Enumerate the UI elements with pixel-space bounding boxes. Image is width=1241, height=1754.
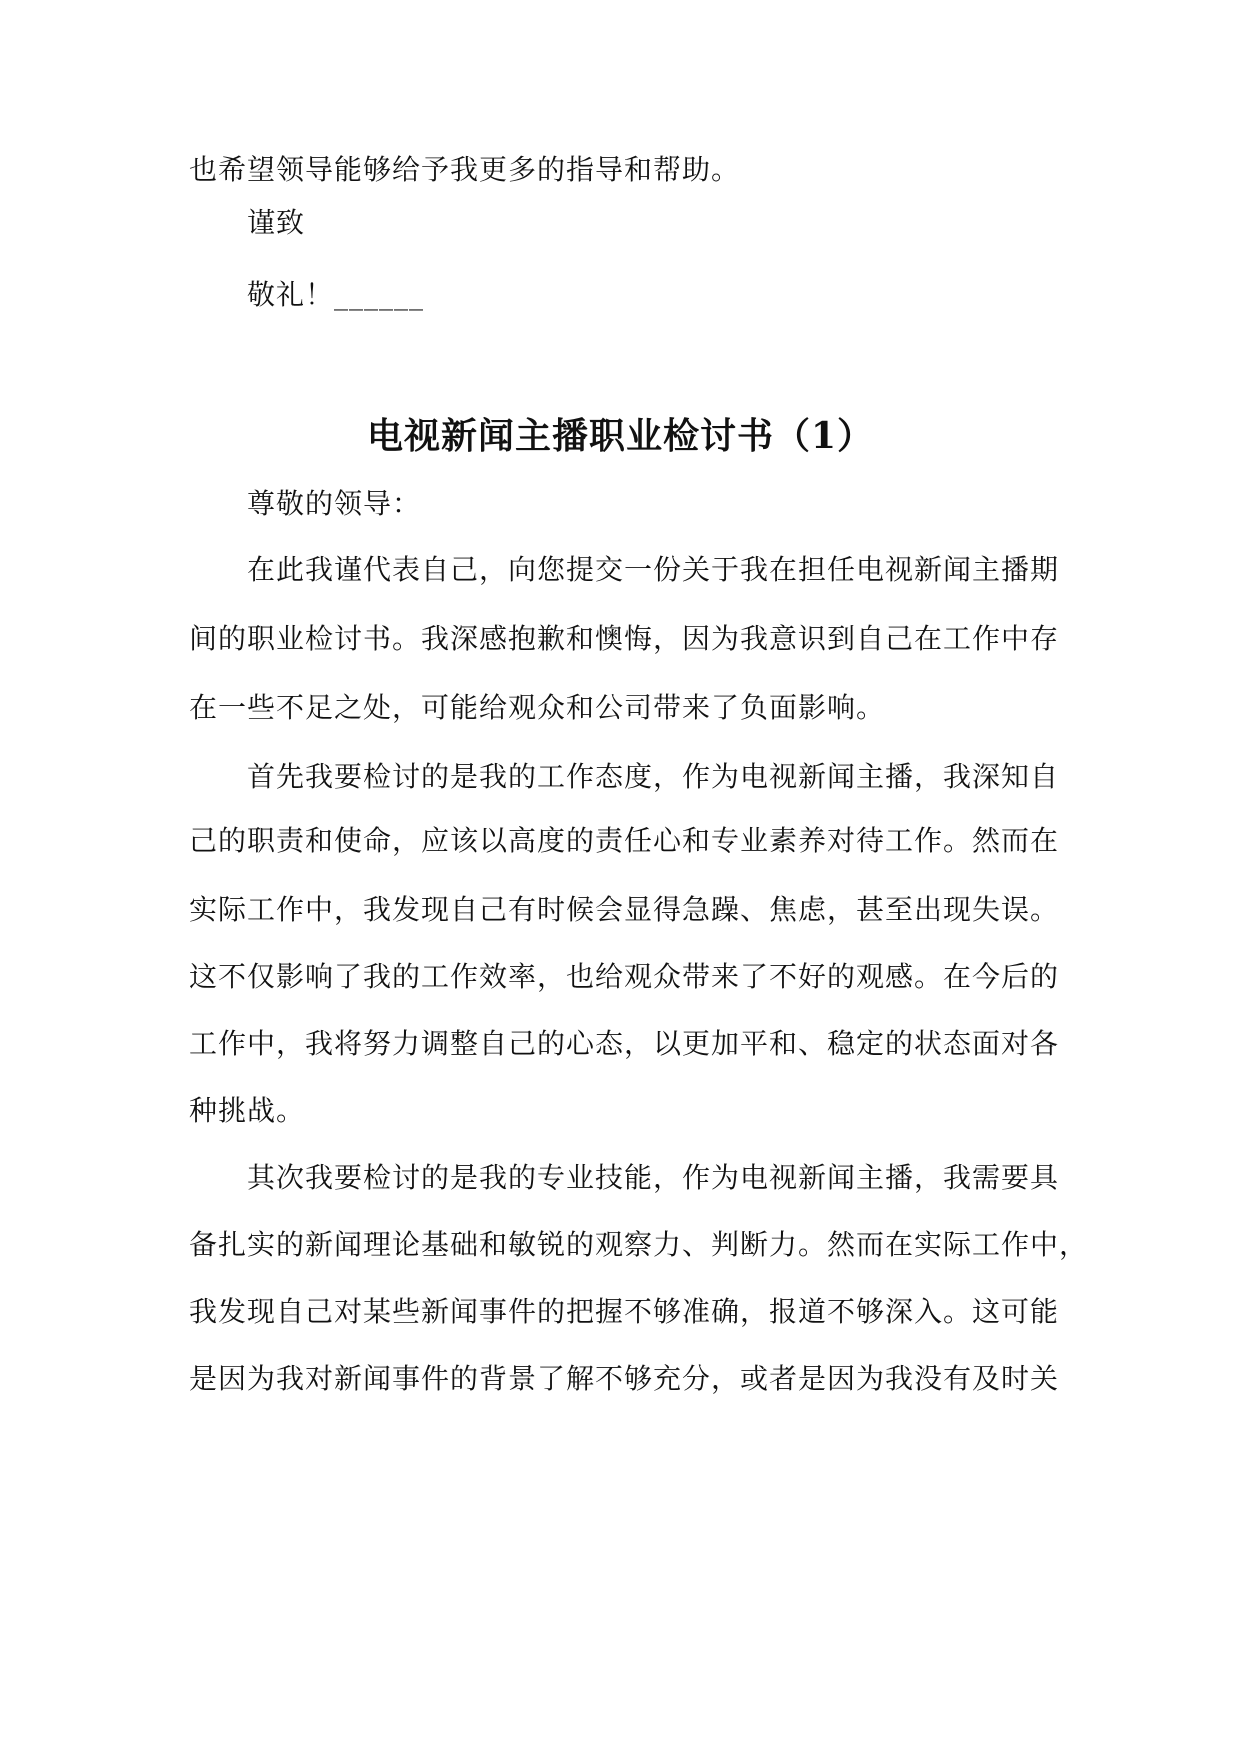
paragraph-line: 工作中，我将努力调整自己的心态，以更加平和、稳定的状态面对各 bbox=[189, 1027, 1060, 1060]
paragraph-line: 这不仅影响了我的工作效率，也给观众带来了不好的观感。在今后的 bbox=[189, 960, 1060, 993]
paragraph-line: 我发现自己对某些新闻事件的把握不够准确，报道不够深入。这可能 bbox=[189, 1295, 1060, 1328]
paragraph-line: 己的职责和使命，应该以高度的责任心和专业素养对待工作。然而在 bbox=[189, 824, 1060, 857]
page-title: 电视新闻主播职业检讨书（1） bbox=[366, 415, 875, 457]
salutation: 尊敬的领导： bbox=[247, 487, 422, 520]
paragraph-line: 其次我要检讨的是我的专业技能，作为电视新闻主播，我需要具 bbox=[247, 1161, 1060, 1194]
paragraph-line: 间的职业检讨书。我深感抱歉和懊悔，因为我意识到自己在工作中存 bbox=[189, 622, 1060, 655]
closing-line: 谨致 bbox=[247, 206, 306, 239]
paragraph-line: 在此我谨代表自己，向您提交一份关于我在担任电视新闻主播期 bbox=[247, 553, 1060, 586]
paragraph-line: 备扎实的新闻理论基础和敏锐的观察力、判断力。然而在实际工作中， bbox=[189, 1228, 1089, 1261]
closing-signoff: 敬礼！______ bbox=[247, 278, 425, 311]
intro-line: 也希望领导能够给予我更多的指导和帮助。 bbox=[189, 153, 741, 186]
paragraph-line: 是因为我对新闻事件的背景了解不够充分，或者是因为我没有及时关 bbox=[189, 1362, 1060, 1395]
paragraph-line: 在一些不足之处，可能给观众和公司带来了负面影响。 bbox=[189, 691, 886, 724]
paragraph-line: 首先我要检讨的是我的工作态度，作为电视新闻主播，我深知自 bbox=[247, 760, 1060, 793]
paragraph-line: 种挑战。 bbox=[189, 1094, 306, 1127]
paragraph-line: 实际工作中，我发现自己有时候会显得急躁、焦虑，甚至出现失误。 bbox=[189, 893, 1060, 926]
